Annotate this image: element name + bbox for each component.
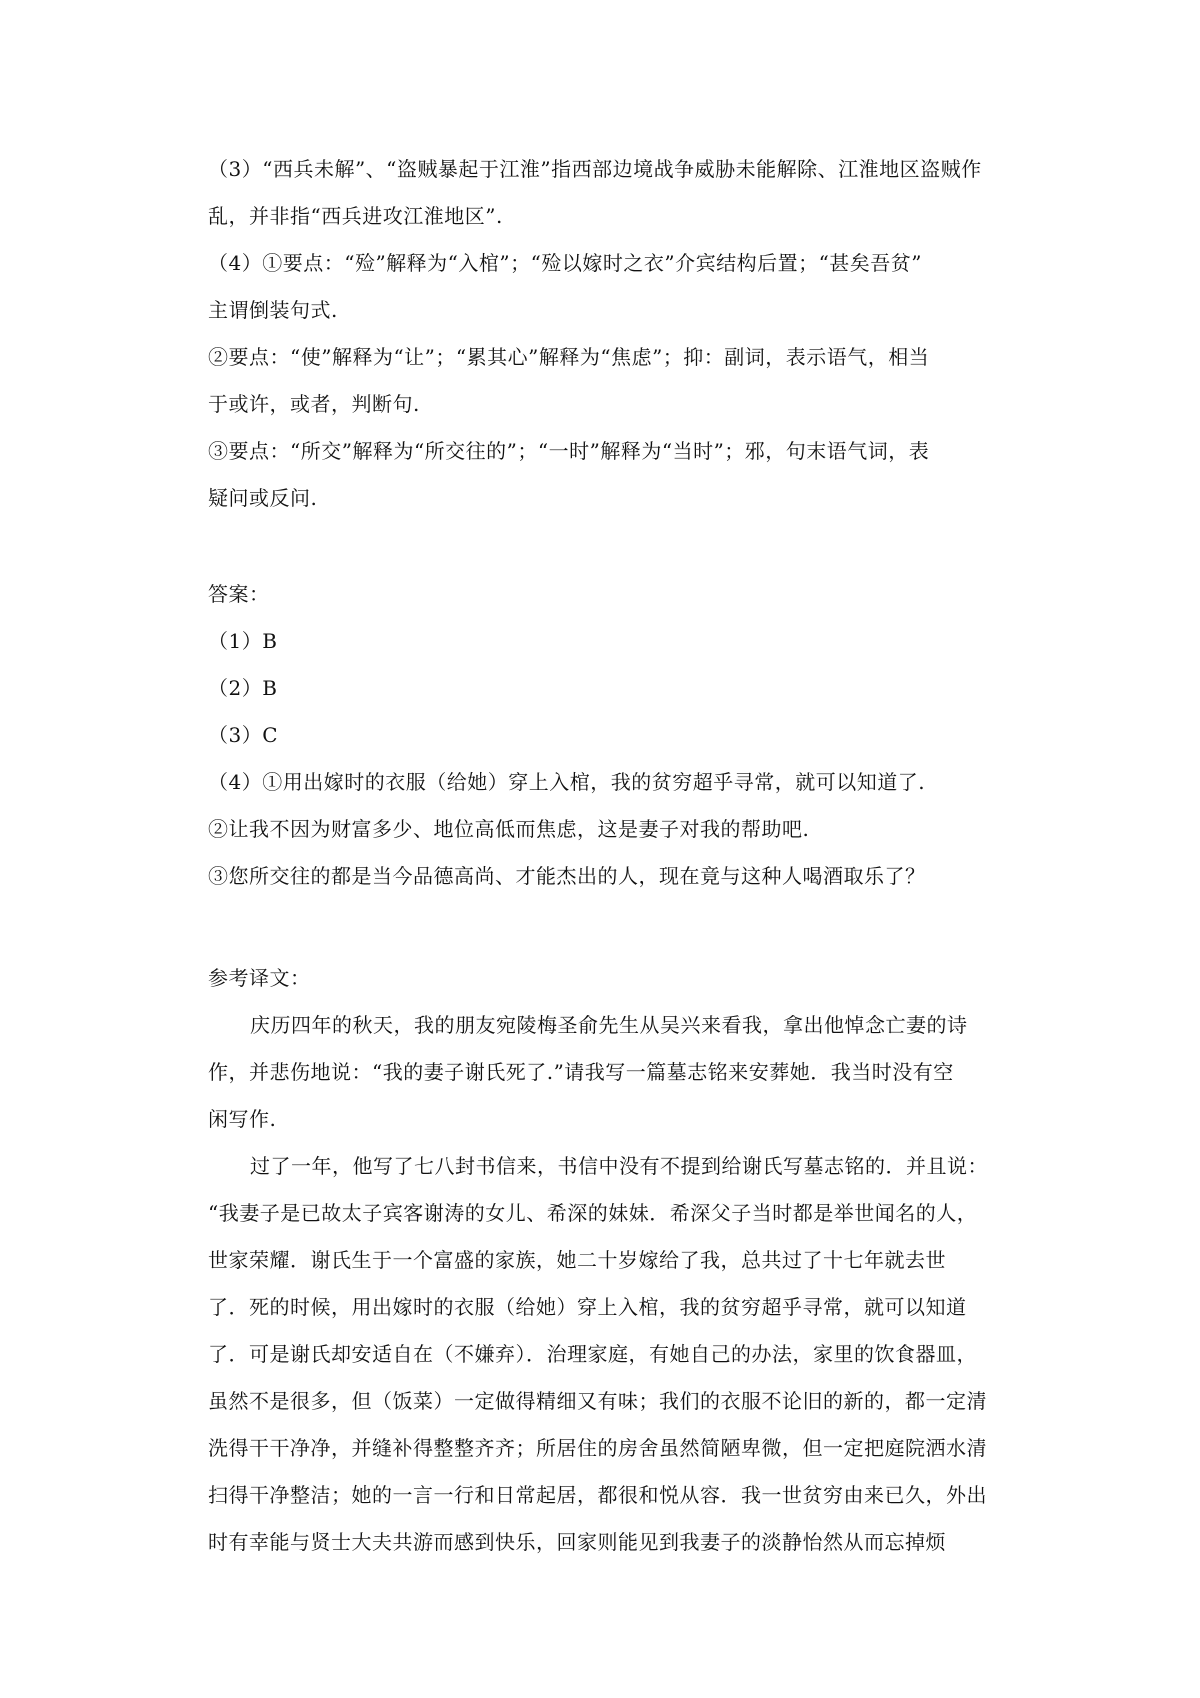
translation-line: 扫得干净整洁；她的一言一行和日常起居，都很和悦从容．我一世贫穷由来已久，外出: [208, 1483, 987, 1507]
translation-heading-block: [208, 955, 1028, 1002]
answer-line: （4）①用出嫁时的衣服（给她）穿上入棺，我的贫穷超乎寻常，就可以知道了.: [208, 770, 926, 794]
answer-line: ②让我不因为财富多少、地位高低而焦虑，这是妻子对我的帮助吧.: [208, 817, 810, 841]
answer-line: （2）B: [208, 676, 278, 700]
translation-line: 过了一年，他写了七八封书信来，书信中没有不提到给谢氏写墓志铭的．并且说：: [250, 1154, 988, 1178]
translation-line: 作，并悲伤地说：“我的妻子谢氏死了.”请我写一篇墓志铭来安葬她．我当时没有空: [208, 1060, 954, 1084]
notes-line: （3）“西兵未解”、“盗贼暴起于江淮”指西部边境战争威胁未能解除、江淮地区盗贼作: [208, 157, 982, 181]
translation-line: 了．可是谢氏却安适自在（不嫌弃）．治理家庭，有她自己的办法，家里的饮食器皿，: [208, 1342, 977, 1366]
notes-line: 疑问或反问.: [208, 486, 318, 510]
translation-line: “我妻子是已故太子宾客谢涛的女儿、希深的妹妹．希深父子当时都是举世闻名的人，: [208, 1201, 978, 1225]
translation-section: [208, 1002, 1028, 1566]
notes-section: [208, 146, 1028, 522]
notes-line: （4）①要点：“殓”解释为“入棺”；“殓以嫁时之衣”介宾结构后置；“甚矣吾贫”: [208, 251, 923, 275]
answer-line: （3）C: [208, 723, 279, 747]
translation-line: 庆历四年的秋天，我的朋友宛陵梅圣俞先生从吴兴来看我，拿出他悼念亡妻的诗: [250, 1013, 968, 1037]
translation-line: 时有幸能与贤士大夫共游而感到快乐，回家则能见到我妻子的淡静怡然从而忘掉烦: [208, 1530, 946, 1554]
notes-line: 乱，并非指“西兵进攻江淮地区”.: [208, 204, 503, 228]
notes-line: ③要点：“所交”解释为“所交往的”；“一时”解释为“当时”；邪，句末语气词，表: [208, 439, 930, 463]
translation-heading: 参考译文：: [208, 966, 311, 990]
translation-line: 洗得干干净净，并缝补得整整齐齐；所居住的房舍虽然简陋卑微，但一定把庭院洒水清: [208, 1436, 987, 1460]
answers-heading: 答案：: [208, 582, 270, 606]
answers-heading-block: [208, 571, 1028, 618]
notes-line: 主谓倒装句式.: [208, 298, 338, 322]
notes-line: 于或许，或者，判断句.: [208, 392, 420, 416]
notes-line: ②要点：“使”解释为“让”；“累其心”解释为“焦虑”；抑：副词，表示语气，相当: [208, 345, 930, 369]
translation-line: 了．死的时候，用出嫁时的衣服（给她）穿上入棺，我的贫穷超乎寻常，就可以知道: [208, 1295, 967, 1319]
answer-line: （1）B: [208, 629, 278, 653]
answer-line: ③您所交往的都是当今品德高尚、才能杰出的人，现在竟与这种人喝酒取乐了？: [208, 864, 926, 888]
translation-line: 虽然不是很多，但（饭菜）一定做得精细又有味；我们的衣服不论旧的新的，都一定清: [208, 1389, 987, 1413]
answers-section: [208, 618, 1028, 900]
translation-line: 世家荣耀．谢氏生于一个富盛的家族，她二十岁嫁给了我，总共过了十七年就去世: [208, 1248, 946, 1272]
translation-line: 闲写作.: [208, 1107, 277, 1131]
